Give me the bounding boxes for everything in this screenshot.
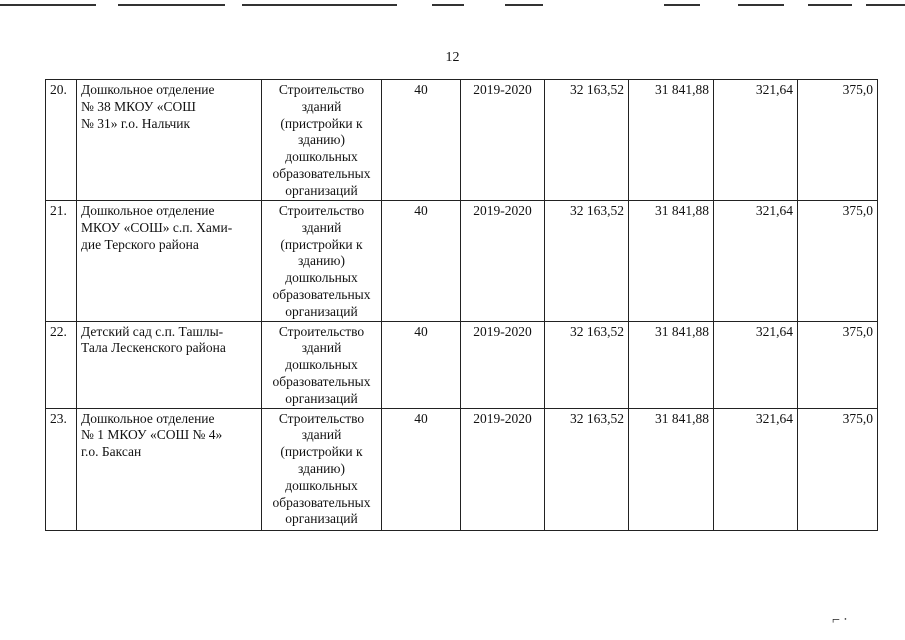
object-type: Строительство зданий (пристройки к зданию) дошкольных образовательных организаций (262, 408, 382, 530)
capacity: 40 (382, 408, 461, 530)
unit-cost: 375,0 (798, 201, 878, 322)
capacity: 40 (382, 201, 461, 322)
header-rule (866, 4, 905, 6)
handwritten-mark: ⌐ ᐧ (832, 613, 847, 628)
table-row (46, 321, 878, 408)
regional-amount: 321,64 (714, 80, 798, 201)
objects-table (45, 79, 878, 531)
object-name: Дошкольное отделение МКОУ «СОШ» с.п. Хами- дие Терского района (77, 201, 262, 322)
unit-cost: 375,0 (798, 80, 878, 201)
row-number: 20. (46, 80, 77, 201)
total-amount: 32 163,52 (545, 80, 629, 201)
total-amount: 32 163,52 (545, 408, 629, 530)
header-rule (118, 4, 225, 6)
object-type: Строительство зданий дошкольных образовательных организаций (262, 321, 382, 408)
total-amount: 32 163,52 (545, 201, 629, 322)
federal-amount: 31 841,88 (629, 321, 714, 408)
header-rule (808, 4, 852, 6)
object-type: Строительство зданий (пристройки к зданию) дошкольных образовательных организаций (262, 80, 382, 201)
period: 2019-2020 (461, 80, 545, 201)
object-name: Детский сад с.п. Ташлы- Тала Лескенского района (77, 321, 262, 408)
row-number: 23. (46, 408, 77, 530)
page-number: 12 (445, 50, 460, 65)
period: 2019-2020 (461, 201, 545, 322)
header-rule (242, 4, 397, 6)
federal-amount: 31 841,88 (629, 80, 714, 201)
regional-amount: 321,64 (714, 321, 798, 408)
row-number: 21. (46, 201, 77, 322)
header-rule (505, 4, 543, 6)
capacity: 40 (382, 80, 461, 201)
object-name: Дошкольное отделение № 38 МКОУ «СОШ № 31» г.о. Нальчик (77, 80, 262, 201)
table-row (46, 408, 878, 530)
capacity: 40 (382, 321, 461, 408)
total-amount: 32 163,52 (545, 321, 629, 408)
header-rule (432, 4, 464, 6)
unit-cost: 375,0 (798, 408, 878, 530)
federal-amount: 31 841,88 (629, 408, 714, 530)
federal-amount: 31 841,88 (629, 201, 714, 322)
row-number: 22. (46, 321, 77, 408)
table-row (46, 201, 878, 322)
header-rule (738, 4, 784, 6)
period: 2019-2020 (461, 321, 545, 408)
regional-amount: 321,64 (714, 408, 798, 530)
table-row (46, 80, 878, 201)
header-rule (664, 4, 700, 6)
unit-cost: 375,0 (798, 321, 878, 408)
table-body (46, 80, 878, 531)
object-type: Строительство зданий (пристройки к зданию) дошкольных образовательных организаций (262, 201, 382, 322)
regional-amount: 321,64 (714, 201, 798, 322)
header-rule (0, 4, 96, 6)
object-name: Дошкольное отделение № 1 МКОУ «СОШ № 4» г.о. Баксан (77, 408, 262, 530)
period: 2019-2020 (461, 408, 545, 530)
